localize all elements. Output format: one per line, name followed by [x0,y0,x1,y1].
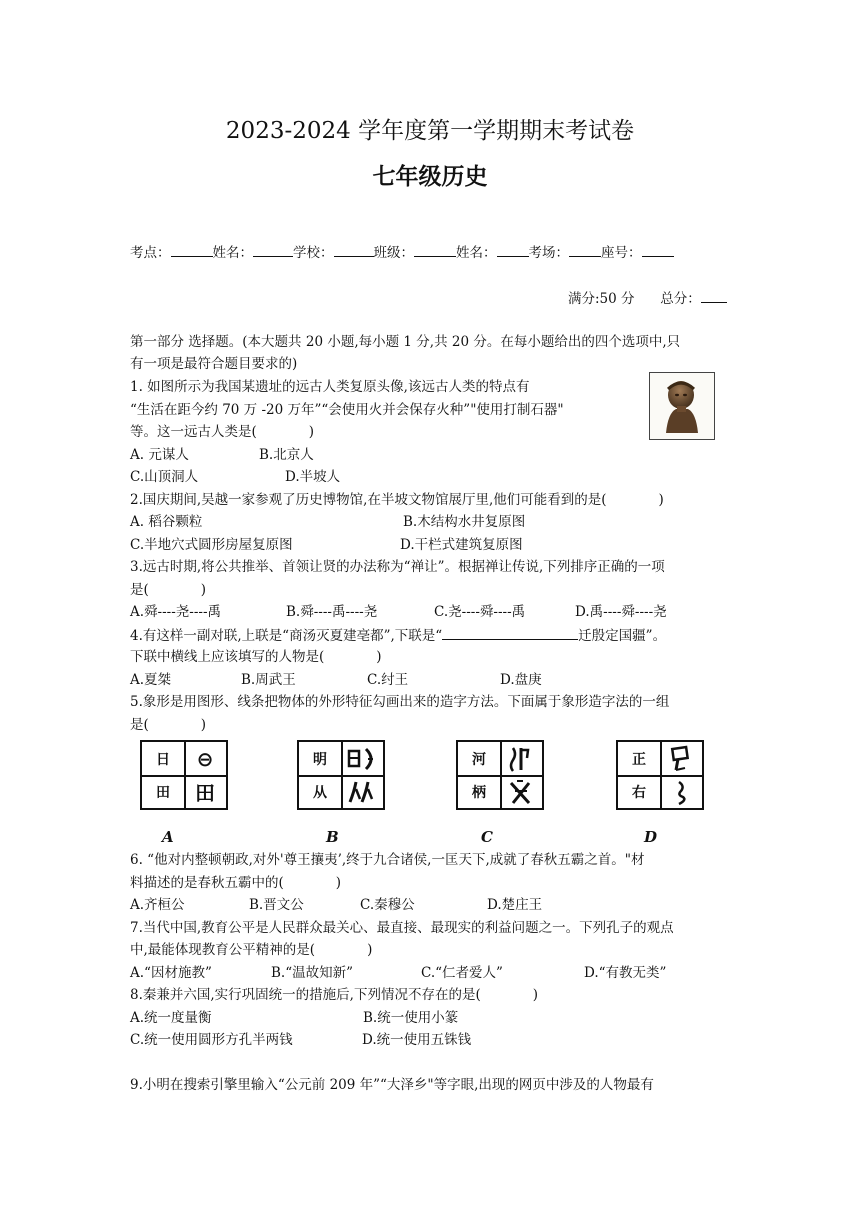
q2-option-d[interactable]: D.干栏式建筑复原图 [400,537,523,553]
fill-in-blank[interactable] [442,625,578,640]
blank[interactable] [701,288,727,303]
blank[interactable] [334,242,374,257]
oracle-glyph-zheng [660,742,702,775]
q1-option-c[interactable]: C.山顶洞人 [130,469,199,485]
q4-option-b[interactable]: B.周武王 [241,672,296,688]
q3-stem: 3.远古时期,将公共推举、首领让贤的办法称为“禅让”。根据禅让传说,下列排序正确的一项 [130,559,665,575]
q4-option-d[interactable]: D.盘庚 [500,672,542,688]
q7-option-c[interactable]: C.“仁者爱人” [421,965,503,981]
q5-option-d-grid[interactable] [616,740,704,810]
oracle-glyph-ming [341,742,383,775]
q7-stem: 7.当代中国,教育公平是人民群众最关心、最直接、最现实的利益问题之一。下列孔子的观点 [130,920,674,936]
q1-option-b[interactable]: B.北京人 [259,447,314,463]
q6-option-d[interactable]: D.楚庄王 [487,897,543,913]
section-instructions-cont: 有一项是最符合题目要求的) [130,356,298,372]
q5-option-c-grid[interactable] [456,740,544,810]
blank[interactable] [171,242,213,257]
q5-stem: 5.象形是用图形、线条把物体的外形特征勾画出来的造字方法。下面属于象形造字法的一组 [130,694,670,710]
q4-option-a[interactable]: A.夏桀 [130,672,172,688]
q2-stem: 2.国庆期间,吴越一家参观了历史博物馆,在半坡文物馆展厅里,他们可能看到的是( ) [130,492,664,508]
q3-option-b[interactable]: B.舜----禹----尧 [286,604,378,620]
q8-option-c[interactable]: C.统一使用圆形方孔半两钱 [130,1032,293,1048]
q4-option-c[interactable]: C.纣王 [367,672,409,688]
blank[interactable] [414,242,456,257]
q8-stem: 8.秦兼并六国,实行巩固统一的措施后,下列情况不存在的是( ) [130,987,539,1003]
q1-stem-3: 等。这一远古人类是( ) [130,424,315,440]
grid-cell: 日 [156,751,170,768]
grid-cell: 柄 [472,784,486,801]
q8-option-a[interactable]: A.统一度量衡 [130,1010,212,1026]
q7-option-d[interactable]: D.“有教无类” [584,965,667,981]
grid-cell: 田 [156,784,170,801]
q9-stem: 9.小明在搜索引擎里输入“公元前 209 年”“大泽乡"等字眼,出现的网页中涉及的人物最有 [130,1077,654,1093]
blank[interactable] [569,242,601,257]
q5-option-c-label[interactable]: C [481,828,493,846]
q5-option-d-label[interactable]: D [644,828,658,846]
q6-option-b[interactable]: B.晋文公 [249,897,304,913]
blank[interactable] [253,242,293,257]
exam-subject: 七年级历史 [372,163,488,190]
q5-option-a-grid[interactable] [140,740,228,810]
q3-stem-2: 是( ) [130,582,207,598]
oracle-glyph-bing [500,775,542,808]
grid-cell: 正 [632,751,646,768]
q5-option-a-label[interactable]: A [162,828,174,846]
q3-option-d[interactable]: D.禹----舜----尧 [575,604,667,620]
exam-title: 2023-2024 学年度第一学期期末考试卷 [225,118,635,144]
student-info-line: 考点： 姓名： 学校： 班级： 姓名： 考场： 座号： [130,242,674,263]
q1-option-a[interactable]: A. 元谋人 [130,447,189,463]
grid-cell: 从 [313,784,327,801]
score-line: 满分:50 分 总分： [568,288,727,309]
q2-option-a[interactable]: A. 稻谷颗粒 [130,514,203,530]
q4-stem: 4.有这样一副对联,上联是“商汤灭夏建亳都”,下联是“ 迁殷定国疆”。 [130,625,666,646]
grid-cell: 右 [632,784,646,801]
q5-option-b-grid[interactable] [297,740,385,810]
grid-cell: 田 [195,781,215,805]
oracle-glyph-you [660,775,702,808]
q1-option-d[interactable]: D.半坡人 [285,469,341,485]
blank[interactable] [642,242,674,257]
q3-option-a[interactable]: A.舜----尧----禹 [130,604,222,620]
blank[interactable] [497,242,529,257]
q2-option-b[interactable]: B.木结构水井复原图 [403,514,526,530]
q5-option-b-label[interactable]: B [326,828,339,846]
q6-stem: 6. “他对内整顿朝政,对外'尊王攘夷’,终于九合诸侯,一匡天下,成就了春秋五霸之首。"材 [130,852,645,868]
q6-option-a[interactable]: A.齐桓公 [130,897,185,913]
grid-cell: 河 [472,751,486,768]
q6-stem-2: 料描述的是春秋五霸中的( ) [130,875,342,891]
q8-option-b[interactable]: B.统一使用小篆 [363,1010,459,1026]
q7-option-b[interactable]: B.“温故知新” [271,965,354,981]
q8-option-d[interactable]: D.统一使用五铢钱 [362,1032,472,1048]
grid-cell: 明 [313,751,327,768]
grid-cell: ⊖ [196,746,214,771]
q6-option-c[interactable]: C.秦穆公 [360,897,415,913]
q1-stem-2: “生活在距今约 70 万 -20 万年”“会使用火并会保存火种”"使用打制石器" [130,402,564,418]
q3-option-c[interactable]: C.尧----舜----禹 [434,604,526,620]
section-instructions: 第一部分 选择题。(本大题共 20 小题,每小题 1 分,共 20 分。在每小题给出的四个选项中,只 [130,334,681,350]
q7-option-a[interactable]: A.“因材施教” [130,965,212,981]
q7-stem-2: 中,最能体现教育公平精神的是( ) [130,942,373,958]
q2-option-c[interactable]: C.半地穴式圆形房屋复原图 [130,537,293,553]
ancient-human-bust-image [649,372,715,440]
oracle-glyph-cong [341,775,383,808]
q1-stem: 1. 如图所示为我国某遗址的远古人类复原头像,该远古人类的特点有 [130,379,530,395]
q4-stem-2: 下联中横线上应该填写的人物是( ) [130,649,382,665]
q5-stem-2: 是( ) [130,717,207,733]
oracle-glyph-he [500,742,542,775]
